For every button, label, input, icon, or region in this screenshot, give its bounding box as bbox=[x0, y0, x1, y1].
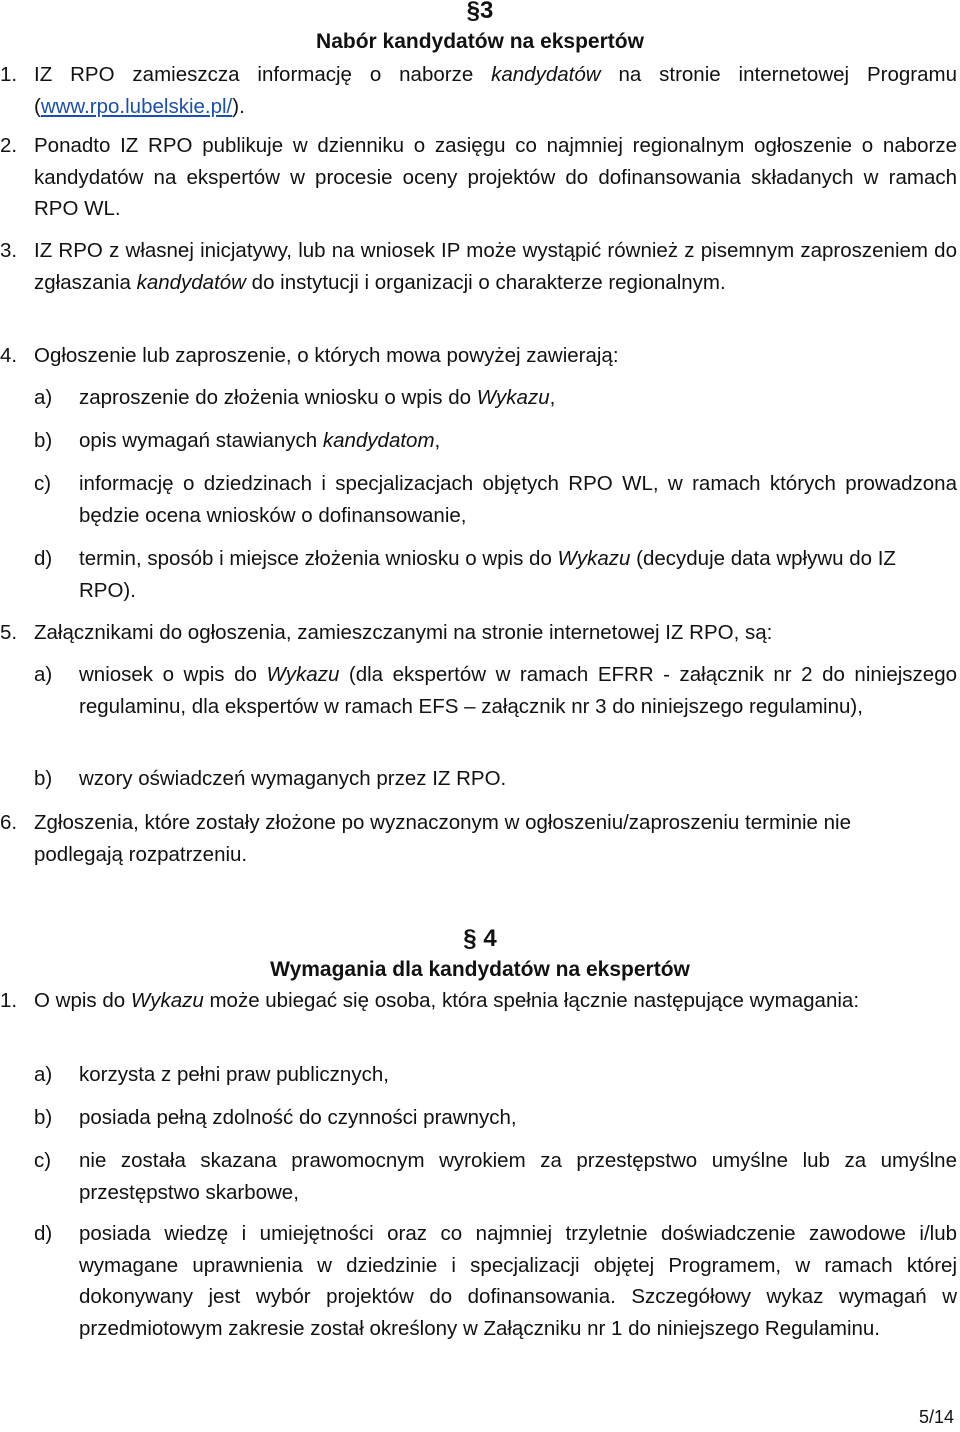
paragraph-number: 2. bbox=[0, 134, 18, 157]
s3-p5-item-b bbox=[34, 763, 957, 795]
s4-paragraph-1 bbox=[0, 985, 957, 1017]
paragraph-number: 3. bbox=[0, 239, 18, 262]
paragraph-text: Ogłoszenie lub zaproszenie, o których mowa powyżej zawierają: bbox=[34, 344, 619, 367]
item-text: termin, sposób i miejsce złożenia wniosku o wpis do bbox=[79, 547, 558, 570]
paragraph-text: IZ RPO zamieszcza informację o naborze bbox=[34, 63, 492, 86]
s4-p1-item-d bbox=[34, 1218, 957, 1344]
s3-paragraph-5 bbox=[0, 617, 957, 649]
paragraph-number: 6. bbox=[0, 811, 18, 834]
item-emphasis: kandydatom bbox=[322, 429, 435, 452]
paragraph-number: 1. bbox=[0, 63, 18, 86]
section-3-heading bbox=[0, 0, 960, 26]
item-text: posiada wiedzę i umiejętności oraz co najmniej trzyletnie doświadczenie zawodowe i/lub wymagane uprawnienia w dziedzinie i specjalizacji objętej Programem, w ramach której dokonywany jest wybór projektów do dofinansowania. Szczegółowy wykaz wymagań w przedmiotowym zakresie został określony w Załączniku nr 1 do niniejszego Regulaminu. bbox=[79, 1222, 957, 1340]
paragraph-text: Załącznikami do ogłoszenia, zamieszczanymi na stronie internetowej IZ RPO, są: bbox=[34, 621, 773, 644]
paragraph-text: IZ RPO z własnej inicjatywy, lub na wniosek IP może wystąpić również z pisemnym zaproszeniem do zgłaszania bbox=[34, 239, 957, 294]
s3-paragraph-6 bbox=[0, 807, 930, 870]
item-label: b) bbox=[34, 767, 53, 790]
paragraph-text: Ponadto IZ RPO publikuje w dzienniku o zasięgu co najmniej regionalnym ogłoszenie o naborze kandydatów na ekspertów w procesie oceny projektów do dofinansowania składanych w ramach RPO WL. bbox=[34, 134, 957, 220]
item-text: informację o dziedzinach i specjalizacjach objętych RPO WL, w ramach których prowadzona będzie ocena wniosków o dofinansowanie, bbox=[79, 472, 957, 527]
paragraph-number: 1. bbox=[0, 989, 18, 1012]
item-label: b) bbox=[34, 1106, 53, 1129]
s4-p1-item-b bbox=[34, 1102, 957, 1134]
item-label: b) bbox=[34, 429, 53, 452]
item-emphasis: Wykazu bbox=[266, 663, 340, 686]
item-text: , bbox=[434, 429, 441, 452]
s3-paragraph-3 bbox=[0, 235, 957, 298]
s4-p1-item-a bbox=[34, 1059, 957, 1091]
section-number: 3 bbox=[480, 0, 494, 24]
paragraph-text: do instytucji i organizacji o charakterze regionalnym. bbox=[245, 270, 726, 294]
paragraph-text: na stronie internetowej Programu ( bbox=[34, 63, 957, 118]
item-text: korzysta z pełni praw publicznych, bbox=[79, 1063, 389, 1086]
section-symbol: § bbox=[463, 925, 477, 952]
s3-p4-item-b bbox=[34, 425, 957, 457]
item-text: (dla ekspertów w ramach EFRR - załącznik nr 2 do niniejszego regulaminu, dla ekspertów w ramach EFS – załącznik nr 3 do niniejszego regulaminu), bbox=[79, 663, 957, 718]
page-number: 5/14 bbox=[918, 1407, 954, 1427]
paragraph-text: może ubiegać się osoba, która spełnia łącznie następujące wymagania: bbox=[203, 989, 860, 1012]
s3-p4-item-c bbox=[34, 468, 957, 531]
item-text: wniosek o wpis do bbox=[79, 663, 267, 686]
s3-paragraph-4 bbox=[0, 340, 957, 372]
s3-paragraph-1 bbox=[0, 59, 957, 122]
section-symbol: § bbox=[466, 0, 480, 24]
item-label: a) bbox=[34, 663, 53, 686]
item-text: posiada pełną zdolność do czynności prawnych, bbox=[79, 1106, 517, 1129]
section-4-heading bbox=[0, 924, 960, 954]
item-label: a) bbox=[34, 386, 53, 409]
section-3-title: Nabór kandydatów na ekspertów bbox=[316, 30, 644, 53]
paragraph-emphasis: kandydatów bbox=[136, 270, 246, 294]
item-text: wzory oświadczeń wymaganych przez IZ RPO. bbox=[79, 767, 507, 790]
s3-paragraph-2 bbox=[0, 130, 957, 225]
s4-p1-item-c bbox=[34, 1145, 957, 1208]
section-4-title: Wymagania dla kandydatów na ekspertów bbox=[270, 958, 690, 981]
item-label: d) bbox=[34, 547, 53, 570]
item-text: (decyduje data wpływu do IZ RPO). bbox=[79, 547, 896, 602]
item-label: a) bbox=[34, 1063, 53, 1086]
s3-p4-item-d bbox=[34, 543, 957, 606]
paragraph-text: ). bbox=[232, 94, 245, 118]
item-label: c) bbox=[34, 1149, 52, 1172]
item-emphasis: Wykazu bbox=[476, 386, 550, 409]
item-label: c) bbox=[34, 472, 52, 495]
paragraph-emphasis: Wykazu bbox=[130, 989, 204, 1012]
item-label: d) bbox=[34, 1222, 53, 1245]
item-text: opis wymagań stawianych bbox=[79, 429, 323, 452]
item-emphasis: Wykazu bbox=[557, 547, 631, 570]
paragraph-text: Zgłoszenia, które zostały złożone po wyznaczonym w ogłoszeniu/zaproszeniu terminie nie podlegają rozpatrzeniu. bbox=[34, 811, 851, 866]
s3-p5-item-a bbox=[34, 659, 957, 722]
item-text: zaproszenie do złożenia wniosku o wpis do bbox=[79, 386, 477, 409]
paragraph-number: 5. bbox=[0, 621, 18, 644]
item-text: nie została skazana prawomocnym wyrokiem za przestępstwo umyślne lub za umyślne przestępstwo skarbowe, bbox=[79, 1149, 957, 1204]
section-number: 4 bbox=[483, 925, 497, 952]
paragraph-emphasis: kandydatów bbox=[491, 63, 601, 86]
paragraph-number: 4. bbox=[0, 344, 18, 367]
s3-p4-item-a bbox=[34, 382, 957, 414]
paragraph-text: O wpis do bbox=[34, 989, 131, 1012]
item-text: , bbox=[549, 386, 556, 409]
website-link[interactable]: www.rpo.lubelskie.pl/ bbox=[40, 94, 233, 118]
